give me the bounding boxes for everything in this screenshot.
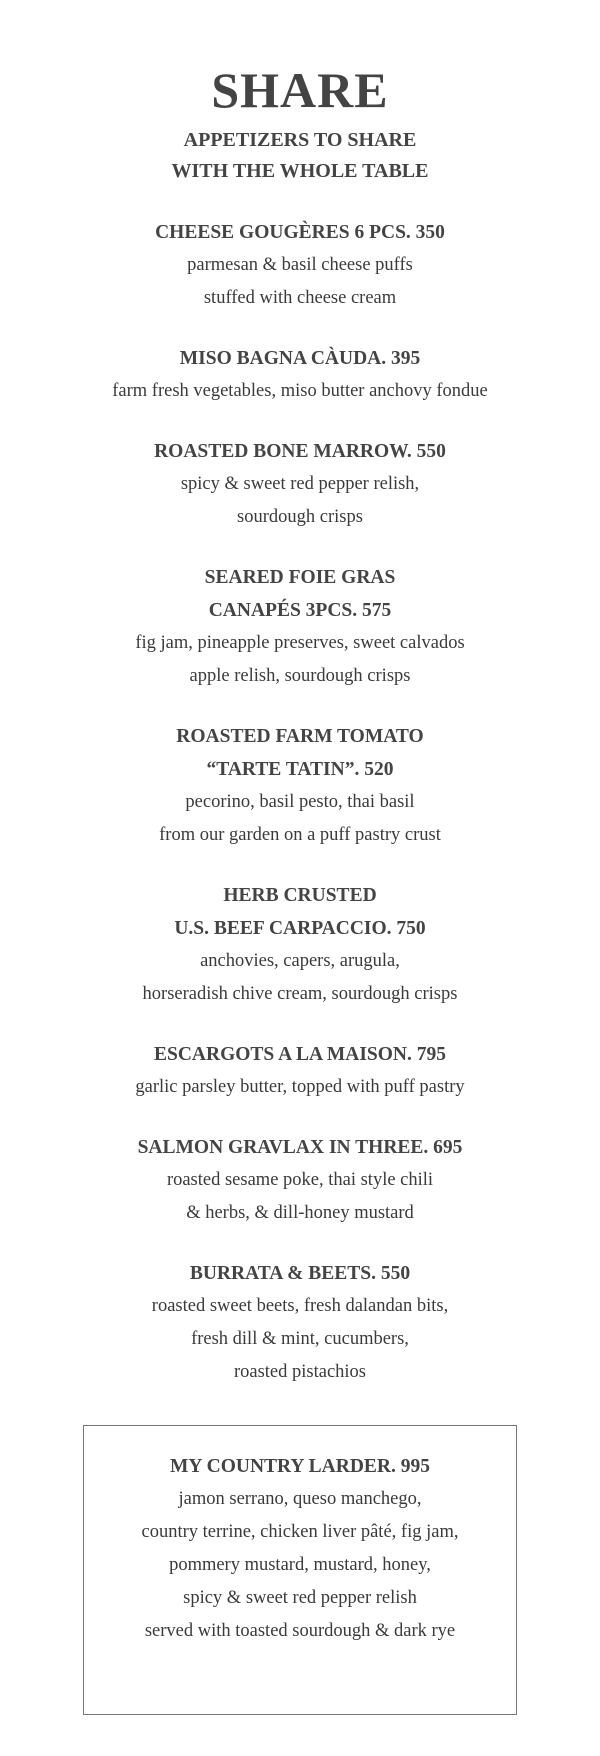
menu-item xyxy=(0,435,600,534)
menu-item-description: stuffed with cheese cream xyxy=(203,288,397,308)
menu-item-description: fig jam, pineapple preserves, sweet calvados xyxy=(135,633,465,653)
featured-desc-line: served with toasted sourdough & dark rye xyxy=(144,1621,456,1641)
menu-item-description: & herbs, & dill-honey mustard xyxy=(186,1203,414,1223)
menu-item-name: ROASTED BONE MARROW. 550 xyxy=(154,441,446,462)
menu-item-name: CHEESE GOUGÈRES 6 PCS. 350 xyxy=(155,222,445,243)
page-subtitle xyxy=(0,125,600,187)
menu-item-name: SEARED FOIE GRAS xyxy=(204,567,396,588)
menu-item-description: fresh dill & mint, cucumbers, xyxy=(191,1329,409,1349)
featured-desc-line: spicy & sweet red pepper relish xyxy=(183,1588,417,1608)
menu-item xyxy=(0,879,600,1011)
menu-item-name: MISO BAGNA CÀUDA. 395 xyxy=(179,348,421,369)
menu-item-description: spicy & sweet red pepper relish, xyxy=(180,474,420,494)
menu-item-name: HERB CRUSTED xyxy=(223,885,377,906)
menu-item xyxy=(0,720,600,852)
subtitle-line: WITH THE WHOLE TABLE xyxy=(171,160,429,182)
menu-item xyxy=(0,216,600,315)
menu-item xyxy=(0,1257,600,1389)
menu-item-name: ESCARGOTS A LA MAISON. 795 xyxy=(153,1044,447,1065)
menu-item-description: sourdough crisps xyxy=(237,507,363,527)
menu-item xyxy=(0,561,600,693)
menu-item-description: garlic parsley butter, topped with puff pastry xyxy=(135,1077,465,1097)
menu-item xyxy=(0,342,600,408)
menu-item-description: horseradish chive cream, sourdough crisps xyxy=(142,984,458,1004)
menu-item-description: apple relish, sourdough crisps xyxy=(189,666,411,686)
featured-desc-line: jamon serrano, queso manchego, xyxy=(178,1489,422,1509)
menu-item-description: parmesan & basil cheese puffs xyxy=(187,255,413,275)
menu-item-description: pecorino, basil pesto, thai basil xyxy=(185,792,415,812)
menu-item-description: farm fresh vegetables, miso butter anchovy fondue xyxy=(112,381,488,401)
menu-item-name: “TARTE TATIN”. 520 xyxy=(206,759,394,780)
featured-desc-line: pommery mustard, mustard, honey, xyxy=(169,1555,431,1575)
menu-item xyxy=(0,1131,600,1230)
menu-item-name: CANAPÉS 3PCS. 575 xyxy=(208,600,392,621)
menu-item-name: SALMON GRAVLAX IN THREE. 695 xyxy=(137,1137,463,1158)
featured-desc-line: country terrine, chicken liver pâté, fig jam, xyxy=(141,1522,459,1542)
menu-item-description: from our garden on a puff pastry crust xyxy=(159,825,441,845)
menu-item-name: BURRATA & BEETS. 550 xyxy=(189,1263,411,1284)
featured-item-name: MY COUNTRY LARDER. 995 xyxy=(169,1456,431,1477)
menu-item-description: roasted sweet beets, fresh dalandan bits, xyxy=(151,1296,449,1316)
page-title: SHARE xyxy=(211,62,389,118)
menu-item-description: anchovies, capers, arugula, xyxy=(200,951,400,971)
subtitle-line: APPETIZERS TO SHARE xyxy=(183,129,417,151)
menu-item-name: ROASTED FARM TOMATO xyxy=(176,726,424,747)
menu-items xyxy=(0,216,600,1416)
menu-item-name: U.S. BEEF CARPACCIO. 750 xyxy=(174,918,426,939)
featured-item-box xyxy=(83,1425,517,1715)
menu-item-description: roasted pistachios xyxy=(233,1362,367,1382)
menu-item-description: roasted sesame poke, thai style chili xyxy=(166,1170,434,1190)
menu-item xyxy=(0,1038,600,1104)
